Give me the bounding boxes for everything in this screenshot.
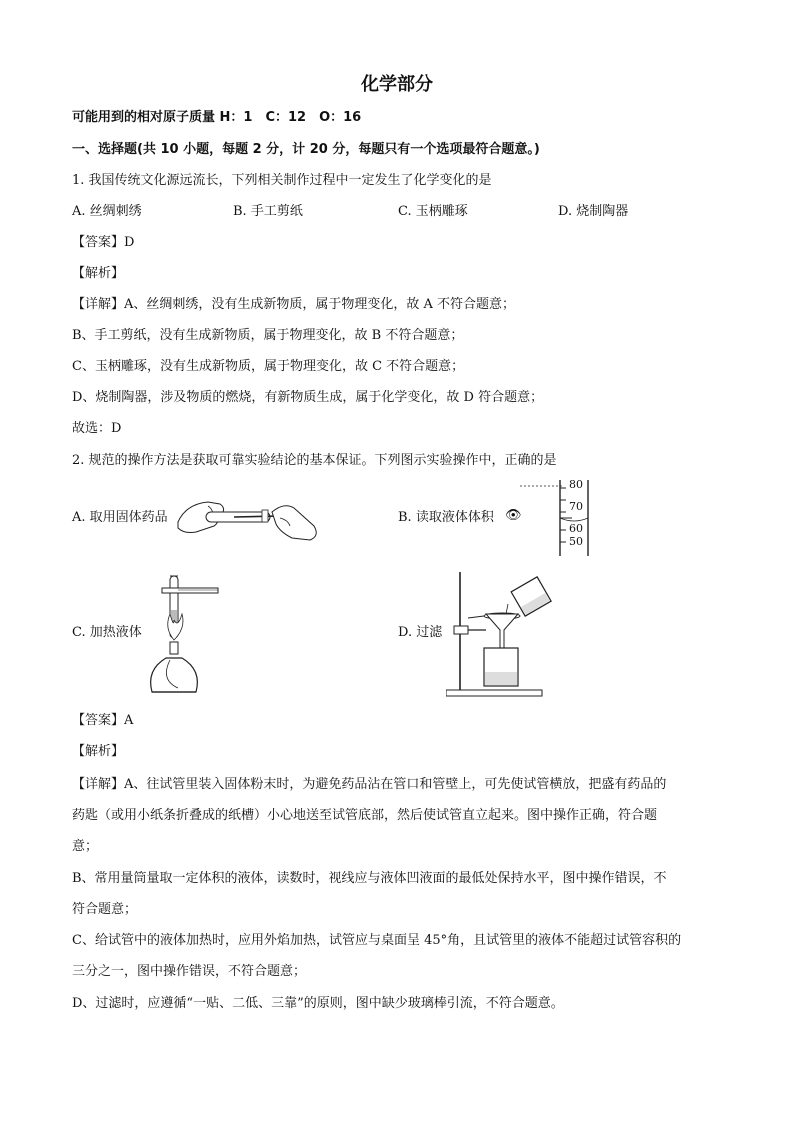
page-title: 化学部分 xyxy=(361,74,433,95)
solid-sampling-illustration xyxy=(176,492,324,544)
q1-analysis-label: 【解析】 xyxy=(72,266,125,281)
section-heading: 一、选择题(共 10 小题，每题 2 分，计 20 分，每题只有一个选项最符合题意。) xyxy=(72,142,540,157)
q2-detail-line: 意； xyxy=(72,839,99,854)
q1-option-a: A. 丝绸刺绣 xyxy=(72,204,142,219)
q2-detail-line: B、常用量筒量取一定体积的液体，读数时，视线应与液体凹液面的最低处保持水平，图中操作错误，不 xyxy=(72,871,667,886)
q2-analysis-label: 【解析】 xyxy=(72,744,125,759)
cylinder-tick-label: 80 xyxy=(569,478,583,491)
q1-answer: 【答案】D xyxy=(72,235,135,250)
q1-option-b: B. 手工剪纸 xyxy=(233,204,303,219)
q1-option-c: C. 玉柄雕琢 xyxy=(398,204,468,219)
q2-detail-line: 【详解】A、往试管里装入固体粉末时，为避免药品沾在管口和管壁上，可先使试管横放，把盛有药品的 xyxy=(72,777,667,792)
q2-option-d: D. 过滤 xyxy=(398,625,443,640)
q1-detail-line: B、手工剪纸，没有生成新物质，属于物理变化，故 B 不符合题意； xyxy=(72,328,464,343)
q1-detail-line: C、玉柄雕琢，没有生成新物质，属于物理变化，故 C 不符合题意； xyxy=(72,359,465,374)
cylinder-tick-label: 70 xyxy=(569,500,583,513)
q1-stem: 1. 我国传统文化源远流长，下列相关制作过程中一定发生了化学变化的是 xyxy=(72,173,492,188)
cylinder-tick-label: 50 xyxy=(569,535,583,548)
atomic-mass-line: 可能用到的相对原子质量 H：1 C：12 O：16 xyxy=(72,110,362,125)
q2-stem: 2. 规范的操作方法是获取可靠实验结论的基本保证。下列图示实验操作中，正确的是 xyxy=(72,453,557,468)
q1-detail-line: 【详解】A、丝绸刺绣，没有生成新物质，属于物理变化，故 A 不符合题意； xyxy=(72,297,516,312)
q2-detail-line: 三分之一，图中操作错误，不符合题意； xyxy=(72,964,307,979)
q1-detail-line: D、烧制陶器，涉及物质的燃烧，有新物质生成，属于化学变化，故 D 符合题意； xyxy=(72,390,544,405)
q2-option-b: B. 读取液体体积 xyxy=(398,510,494,525)
q2-detail-line: 符合题意； xyxy=(72,902,138,917)
q2-detail-line: D、过滤时，应遵循“一贴、二低、三靠”的原则，图中缺少玻璃棒引流，不符合题意。 xyxy=(72,996,564,1011)
cylinder-tick-label: 60 xyxy=(569,522,583,535)
q2-option-a: A. 取用固体药品 xyxy=(72,510,168,525)
q2-detail-line: 药匙（或用小纸条折叠成的纸槽）小心地送至试管底部，然后使试管直立起来。图中操作正确，符合题 xyxy=(72,808,658,823)
q1-option-d: D. 烧制陶器 xyxy=(558,204,629,219)
q2-option-c: C. 加热液体 xyxy=(72,625,142,640)
q1-detail-line: 故选：D xyxy=(72,421,122,436)
filtration-illustration xyxy=(446,568,556,698)
q2-answer: 【答案】A xyxy=(72,713,134,728)
q2-detail-line: C、给试管中的液体加热时，应用外焰加热，试管应与桌面呈 45°角，且试管里的液体不能超过试管容积的 xyxy=(72,933,682,948)
eye-icon: 👁 xyxy=(505,508,522,523)
heating-liquid-illustration xyxy=(144,570,222,696)
